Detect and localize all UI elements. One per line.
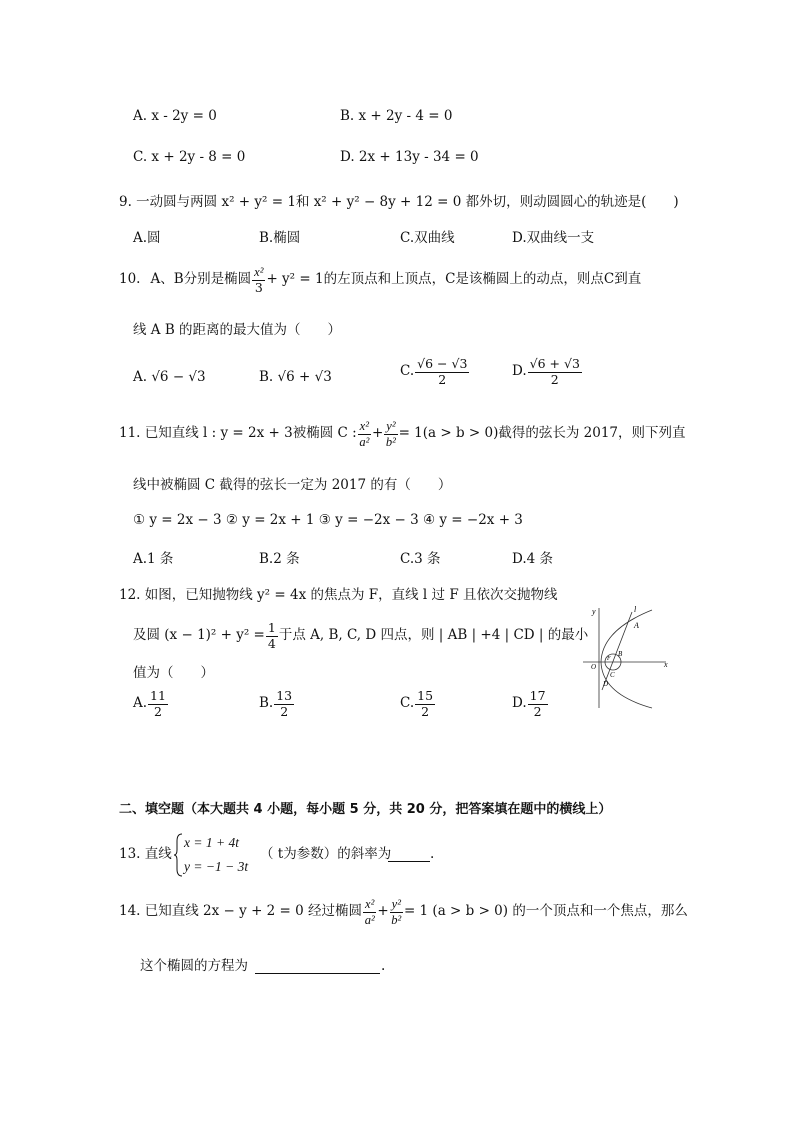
- fig-label-y: y: [592, 607, 596, 616]
- q10-stem: [119, 266, 641, 294]
- q10-option-c-den: 2: [438, 371, 447, 387]
- q11-option-b: B.2 条: [259, 551, 300, 567]
- q14-line2: 这个椭圆的方程为: [140, 958, 248, 974]
- q12-option-a: [133, 690, 169, 718]
- q11-frac1-den: a²: [359, 434, 370, 449]
- q14-stem-b: = 1 (a > b > 0) 的一个顶点和一个焦点，那么: [403, 903, 688, 920]
- q13-prefix: 13. 直线: [119, 846, 172, 862]
- q13-brace: [173, 833, 183, 877]
- q12-option-c-num: 15: [417, 688, 434, 703]
- q12-option-b-den: 2: [280, 703, 289, 719]
- q12-option-b-label: B.: [259, 695, 274, 712]
- q10-option-c-label: C.: [400, 363, 415, 380]
- fig-label-B: B: [618, 650, 623, 658]
- q12-option-a-num: 11: [150, 688, 166, 703]
- q8-option-b: B. x + 2y - 4 = 0: [340, 108, 453, 124]
- q12-option-d-num: 17: [529, 688, 546, 703]
- q8-option-c: C. x + 2y - 8 = 0: [133, 149, 246, 165]
- q12-line2: [133, 622, 588, 650]
- q9-option-d: D.双曲线一支: [512, 230, 595, 246]
- q9-option-a: A.圆: [133, 230, 161, 246]
- q13-eq2: y = −1 − 3t: [184, 859, 249, 874]
- q9-option-b: B.椭圆: [259, 230, 301, 246]
- q11-stem-a: 11. 已知直线 l : y = 2x + 3被椭圆 C :: [119, 425, 357, 442]
- q8-option-a: A. x - 2y = 0: [133, 108, 217, 124]
- fig-label-D: D: [603, 680, 609, 688]
- q14-end: .: [381, 958, 386, 974]
- q9-stem: 9. 一动圆与两圆 x² + y² = 1和 x² + y² − 8y + 12 = 0 都外切，则动圆圆心的轨迹是( ): [119, 194, 679, 210]
- q12-option-d-den: 2: [533, 703, 542, 719]
- q14-stem: [119, 898, 688, 926]
- q12-option-d: [512, 690, 549, 718]
- q12-option-d-label: D.: [512, 695, 527, 712]
- q12-frac-num: 1: [267, 620, 276, 635]
- q13-eq1: x = 1 + 4t: [184, 835, 239, 850]
- q12-option-c-label: C.: [400, 695, 415, 712]
- q12-option-a-label: A.: [133, 695, 148, 712]
- q12-line2-b: 于点 A, B, C, D 四点，则 | AB | +4 | CD | 的最小: [278, 627, 589, 644]
- q11-frac2-den: b²: [385, 434, 396, 449]
- fig-label-l: l: [634, 605, 637, 614]
- q14-stem-a: 14. 已知直线 2x − y + 2 = 0 经过椭圆: [119, 903, 363, 920]
- q11-frac1-num: x²: [359, 419, 369, 433]
- section2-heading: 二、填空题（本大题共 4 小题，每小题 5 分，共 20 分，把答案填在题中的横线上）: [119, 802, 612, 817]
- q10-line2: 线 A B 的距离的最大值为（ ）: [133, 322, 342, 338]
- q11-option-d: D.4 条: [512, 551, 554, 567]
- q11-option-a: A.1 条: [133, 551, 174, 567]
- q10-option-d-den: 2: [550, 371, 559, 387]
- q10-fraction: [252, 266, 265, 294]
- q14-plus: +: [377, 903, 389, 920]
- q10-stem-a: A、B分别是椭圆: [150, 271, 252, 288]
- q10-option-d-num: √6 + √3: [529, 356, 580, 371]
- q12-line3: 值为（ ）: [133, 665, 214, 681]
- q13-answer-line[interactable]: [388, 848, 430, 866]
- q11-frac2-num: y²: [386, 419, 396, 433]
- q11-line2: 线中被椭圆 C 截得的弦长一定为 2017 的有（ ）: [133, 477, 452, 493]
- q13-suffix: （ t为参数）的斜率为: [260, 846, 392, 862]
- q14-answer-line[interactable]: [255, 960, 380, 978]
- q12-line2-a: 及圆 (x − 1)² + y² =: [133, 627, 265, 644]
- q9-option-c: C.双曲线: [400, 230, 455, 246]
- q12-figure: [580, 600, 680, 710]
- q14-frac1-den: a²: [364, 912, 375, 927]
- q10-stem-b: + y² = 1的左顶点和上顶点，C是该椭圆上的动点，则点C到直: [266, 271, 642, 288]
- q12-option-a-den: 2: [154, 703, 162, 719]
- fig-label-x: x: [664, 660, 668, 669]
- q12-frac-den: 4: [267, 635, 276, 651]
- fig-label-F: F: [607, 656, 611, 662]
- q14-frac2-den: b²: [391, 912, 402, 927]
- q11-stem: [119, 420, 686, 448]
- line-l: [602, 612, 632, 690]
- q13-end: .: [430, 846, 435, 862]
- q12-option-b: [259, 690, 295, 718]
- q12-option-c: [400, 690, 436, 718]
- q10-option-a: A. √6 − √3: [133, 369, 206, 385]
- q11-line3: ① y = 2x − 3 ② y = 2x + 1 ③ y = −2x − 3 ④ y = −2x + 3: [133, 512, 523, 528]
- q10-option-d-label: D.: [512, 363, 527, 380]
- q12-line1: 12. 如图，已知抛物线 y² = 4x 的焦点为 F，直线 l 过 F 且依次交抛物线: [119, 587, 558, 603]
- q11-option-c: C.3 条: [400, 551, 441, 567]
- fig-label-C: C: [610, 671, 615, 679]
- q10-number: 10.: [119, 271, 141, 288]
- q8-option-d: D. 2x + 13y - 34 = 0: [340, 149, 479, 165]
- q10-option-b: B. √6 + √3: [259, 369, 332, 385]
- q11-plus: +: [371, 425, 384, 442]
- q14-frac1-num: x²: [365, 897, 375, 911]
- q10-frac-num: x²: [254, 265, 264, 279]
- fig-label-A: A: [634, 621, 639, 630]
- q10-frac-den: 3: [254, 279, 263, 295]
- q10-option-c-num: √6 − √3: [417, 356, 468, 371]
- q12-option-c-den: 2: [421, 703, 430, 719]
- q10-option-d: [512, 358, 583, 386]
- q14-frac2-num: y²: [391, 897, 401, 911]
- fig-label-O: O: [591, 663, 597, 671]
- q11-stem-b: = 1(a > b > 0)截得的弦长为 2017，则下列直: [398, 425, 686, 442]
- q12-option-b-num: 13: [276, 688, 293, 703]
- q10-option-c: [400, 358, 470, 386]
